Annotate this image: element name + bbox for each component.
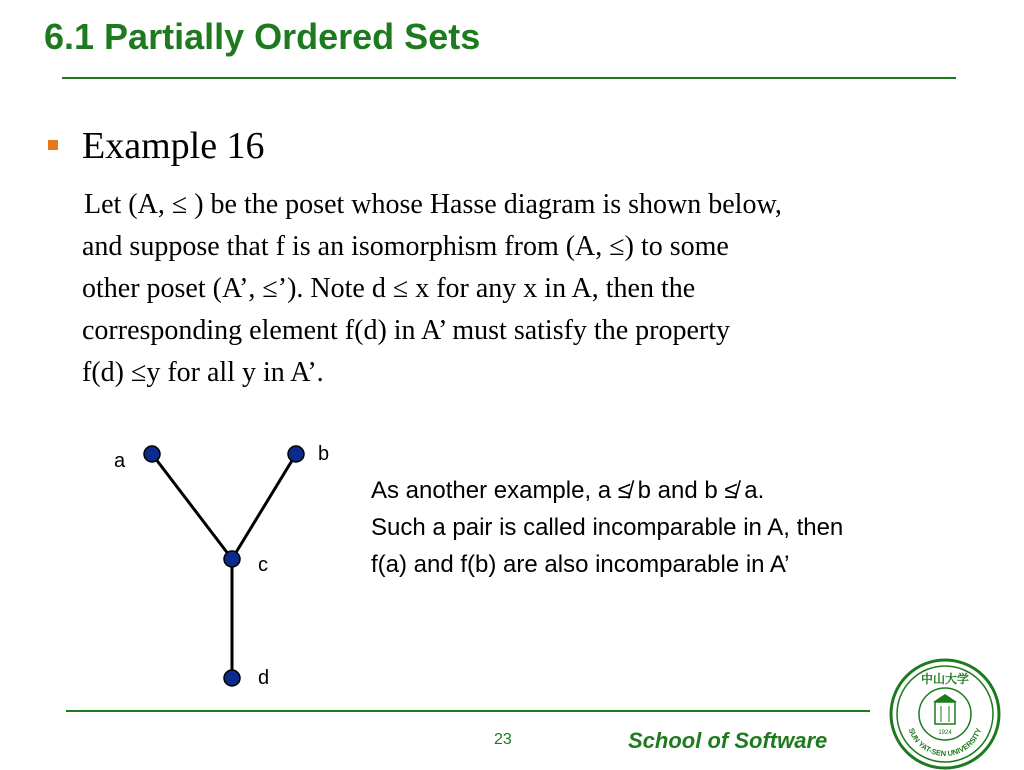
edge-b-c xyxy=(232,454,296,559)
example-heading: Example 16 xyxy=(82,125,265,167)
school-name: School of Software xyxy=(628,728,828,753)
seal-arc-text: SUN YAT-SEN UNIVERSITY xyxy=(906,726,984,759)
note-line: f(a) and f(b) are also incomparable in A’ xyxy=(371,551,790,578)
note-line: As another example, a ≰ b and b ≰ a. xyxy=(371,477,765,504)
body-line: f(d) ≤y for all y in A’. xyxy=(82,357,324,388)
node-label-b: b xyxy=(318,443,330,465)
node-a xyxy=(144,446,160,462)
note-line: Such a pair is called incomparable in A, then xyxy=(371,514,844,541)
node-label-d: d xyxy=(258,667,270,689)
node-d xyxy=(224,670,240,686)
node-label-a: a xyxy=(114,450,126,472)
node-b xyxy=(288,446,304,462)
university-seal-icon xyxy=(889,658,1001,770)
body-line: other poset (A’, ≤’). Note d ≤ x for any x in A, then the xyxy=(82,273,696,304)
incomparable-note xyxy=(371,472,1011,583)
node-label-c: c xyxy=(258,554,268,576)
seal-year: 1924 xyxy=(938,730,952,736)
body-line: and suppose that f is an isomorphism from (A, ≤) to some xyxy=(82,231,729,262)
page-number: 23 xyxy=(494,731,512,748)
edge-a-c xyxy=(152,454,232,559)
seal-chinese-text: 中山大学 xyxy=(920,672,970,686)
footer-divider xyxy=(66,710,870,712)
body-line: Let (A, ≤ ) be the poset whose Hasse diagram is shown below, xyxy=(84,189,782,220)
hasse-diagram xyxy=(0,0,420,710)
slide-title: 6.1 Partially Ordered Sets xyxy=(44,16,481,57)
node-c xyxy=(224,551,240,567)
body-line: corresponding element f(d) in A’ must satisfy the property xyxy=(82,315,730,346)
